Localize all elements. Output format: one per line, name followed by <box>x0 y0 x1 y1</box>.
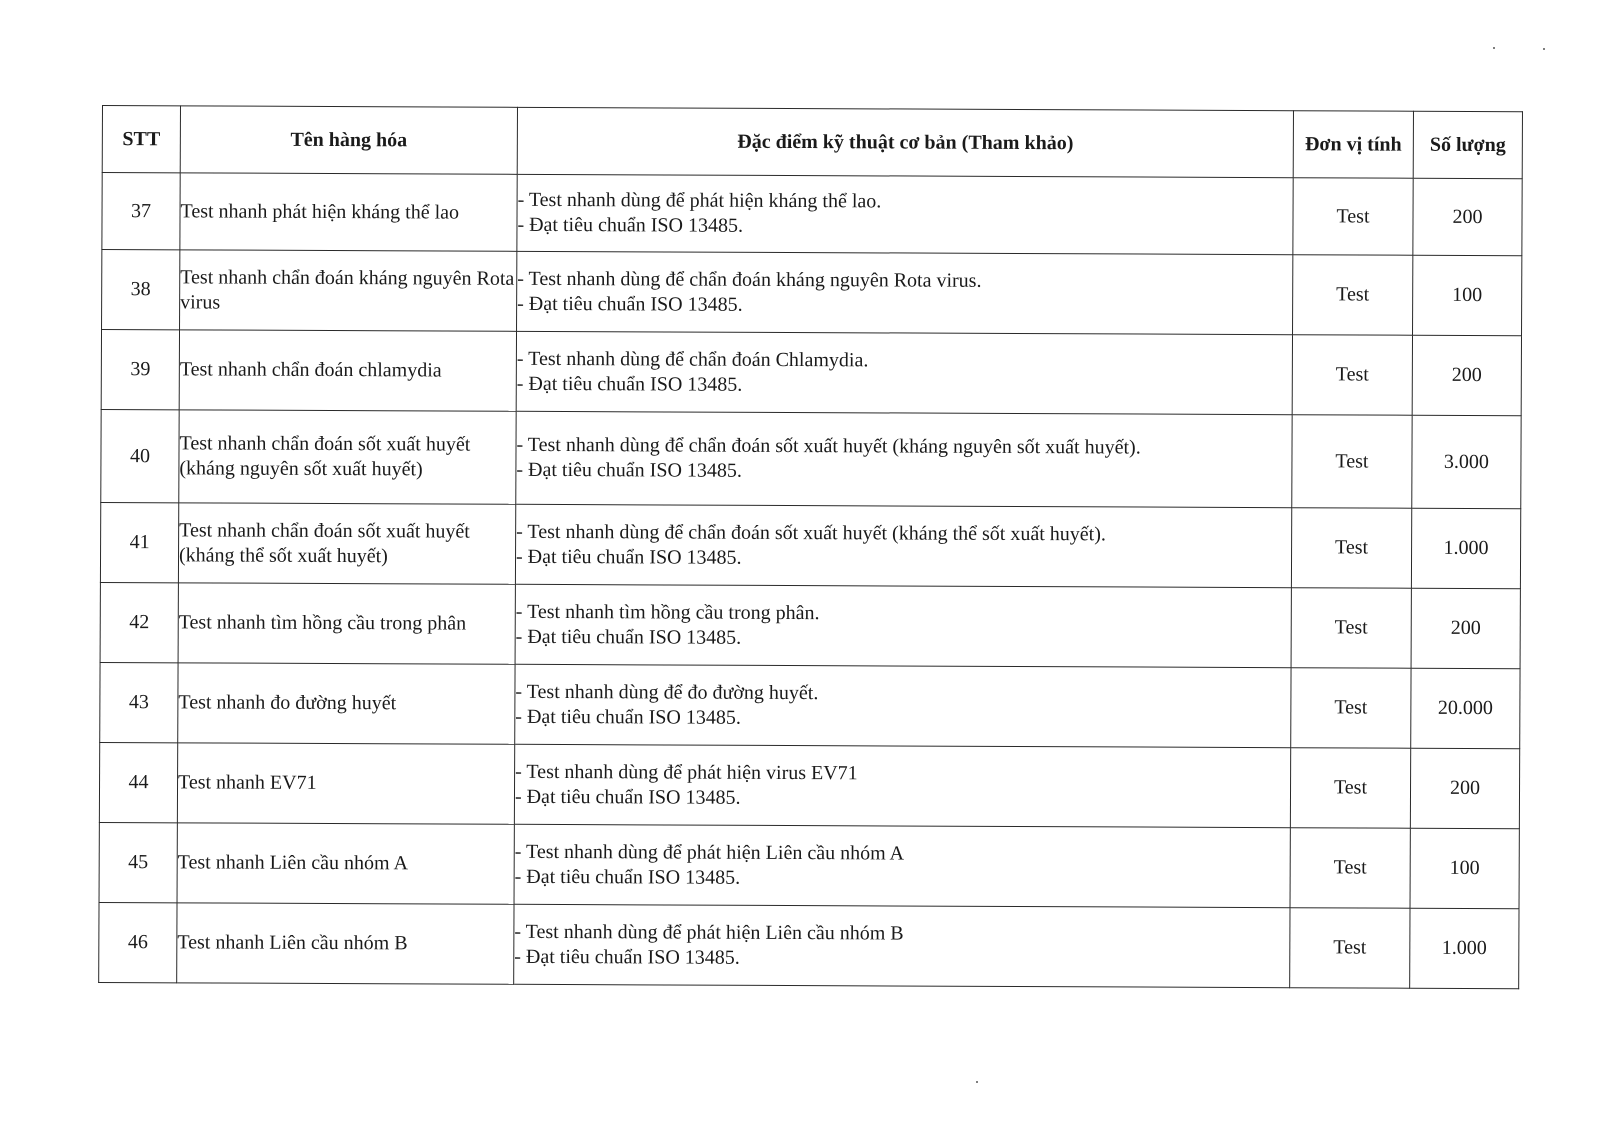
row-name: Test nhanh chẩn đoán kháng nguyên Rota virus <box>180 250 517 331</box>
table-row <box>100 662 1520 748</box>
row-name: Test nhanh chẩn đoán sốt xuất huyết (kháng nguyên sốt xuất huyết) <box>179 410 516 504</box>
row-unit: Test <box>1292 415 1412 509</box>
row-qty: 200 <box>1411 588 1520 668</box>
header-stt: STT <box>102 106 180 173</box>
row-unit: Test <box>1293 178 1413 256</box>
row-spec <box>515 504 1291 587</box>
header-unit: Đơn vị tính <box>1293 111 1413 179</box>
spec-line: - Test nhanh dùng để đo đường huyết. <box>515 680 819 704</box>
table-row <box>99 902 1519 988</box>
header-qty: Số lượng <box>1413 111 1522 178</box>
table-row <box>102 250 1522 336</box>
row-name: Test nhanh chẩn đoán chlamydia <box>179 330 516 411</box>
row-stt: 43 <box>100 662 178 742</box>
row-stt: 45 <box>99 822 177 902</box>
scan-speck <box>1493 47 1495 49</box>
row-unit: Test <box>1291 668 1411 749</box>
table-row <box>99 822 1519 908</box>
spec-line: - Test nhanh tìm hồng cầu trong phân. <box>515 600 820 624</box>
header-spec: Đặc điểm kỹ thuật cơ bản (Tham khảo) <box>517 107 1293 177</box>
row-unit: Test <box>1290 908 1410 989</box>
row-stt: 41 <box>100 502 178 582</box>
table-row <box>99 742 1519 828</box>
row-spec <box>515 664 1291 747</box>
row-unit: Test <box>1291 508 1411 589</box>
row-name: Test nhanh chẩn đoán sốt xuất huyết (kháng thể sốt xuất huyết) <box>178 503 515 584</box>
spec-line: - Test nhanh dùng để chẩn đoán kháng nguyên Rota virus. <box>517 267 982 292</box>
spec-line: - Test nhanh dùng để phát hiện virus EV71 <box>515 760 858 784</box>
row-spec <box>517 174 1293 254</box>
row-name: Test nhanh phát hiện kháng thể lao <box>180 173 517 251</box>
scan-speck <box>976 1081 978 1083</box>
spec-line: - Đạt tiêu chuẩn ISO 13485. <box>516 458 742 482</box>
row-qty: 3.000 <box>1412 415 1521 508</box>
row-stt: 44 <box>99 742 177 822</box>
spec-line: - Đạt tiêu chuẩn ISO 13485. <box>517 292 743 316</box>
row-qty: 20.000 <box>1411 668 1520 748</box>
row-qty: 100 <box>1413 255 1522 335</box>
row-stt: 38 <box>102 250 180 330</box>
scan-speck <box>1543 48 1545 50</box>
row-stt: 39 <box>101 330 179 410</box>
spec-line: - Test nhanh dùng để chẩn đoán Chlamydia. <box>516 347 869 371</box>
spec-line: - Đạt tiêu chuẩn ISO 13485. <box>515 705 741 729</box>
row-name: Test nhanh tìm hồng cầu trong phân <box>178 583 515 664</box>
table-row <box>100 502 1520 588</box>
row-qty: 200 <box>1410 748 1519 828</box>
row-unit: Test <box>1290 828 1410 909</box>
row-stt: 37 <box>102 173 180 250</box>
row-spec <box>514 824 1290 907</box>
table-row <box>101 409 1521 508</box>
spec-line: - Đạt tiêu chuẩn ISO 13485. <box>515 625 742 649</box>
row-qty: 1.000 <box>1411 508 1520 588</box>
row-qty: 100 <box>1410 828 1519 908</box>
row-unit: Test <box>1290 748 1410 829</box>
table-row <box>100 582 1520 668</box>
row-stt: 46 <box>99 902 177 982</box>
spec-line: - Test nhanh dùng để phát hiện Liên cầu nhóm B <box>514 920 904 945</box>
row-qty: 200 <box>1413 178 1522 255</box>
row-spec <box>516 411 1292 507</box>
table-row <box>102 173 1522 256</box>
row-name: Test nhanh EV71 <box>177 743 514 824</box>
row-name: Test nhanh Liên cầu nhóm B <box>177 903 514 984</box>
table-row <box>101 330 1521 416</box>
row-stt: 42 <box>100 582 178 662</box>
row-name: Test nhanh đo đường huyết <box>178 663 515 744</box>
header-name: Tên hàng hóa <box>180 106 517 174</box>
row-spec <box>514 744 1290 827</box>
spec-line: - Đạt tiêu chuẩn ISO 13485. <box>517 213 744 237</box>
row-spec <box>516 331 1292 414</box>
spec-line: - Đạt tiêu chuẩn ISO 13485. <box>516 372 743 396</box>
row-spec <box>515 584 1291 667</box>
row-spec <box>514 904 1290 987</box>
row-qty: 1.000 <box>1410 908 1519 988</box>
row-stt: 40 <box>101 409 179 502</box>
row-unit: Test <box>1291 588 1411 669</box>
spec-line: - Test nhanh dùng để phát hiện kháng thể lao. <box>517 188 882 213</box>
row-spec <box>517 251 1293 334</box>
spec-line: - Đạt tiêu chuẩn ISO 13485. <box>515 545 742 569</box>
row-unit: Test <box>1293 255 1413 336</box>
spec-line: - Đạt tiêu chuẩn ISO 13485. <box>514 945 740 969</box>
spec-line: - Test nhanh dùng để phát hiện Liên cầu nhóm A <box>514 840 905 865</box>
goods-table <box>98 105 1523 989</box>
spec-line: - Test nhanh dùng để chẩn đoán sốt xuất huyết (kháng nguyên sốt xuất huyết). <box>516 433 1141 459</box>
spec-line: - Test nhanh dùng để chẩn đoán sốt xuất huyết (kháng thể sốt xuất huyết). <box>516 520 1106 545</box>
spec-line: - Đạt tiêu chuẩn ISO 13485. <box>514 785 741 809</box>
table-header-row <box>102 106 1522 179</box>
row-unit: Test <box>1292 335 1412 416</box>
row-qty: 200 <box>1412 335 1521 415</box>
spec-line: - Đạt tiêu chuẩn ISO 13485. <box>514 865 741 889</box>
row-name: Test nhanh Liên cầu nhóm A <box>177 823 514 904</box>
